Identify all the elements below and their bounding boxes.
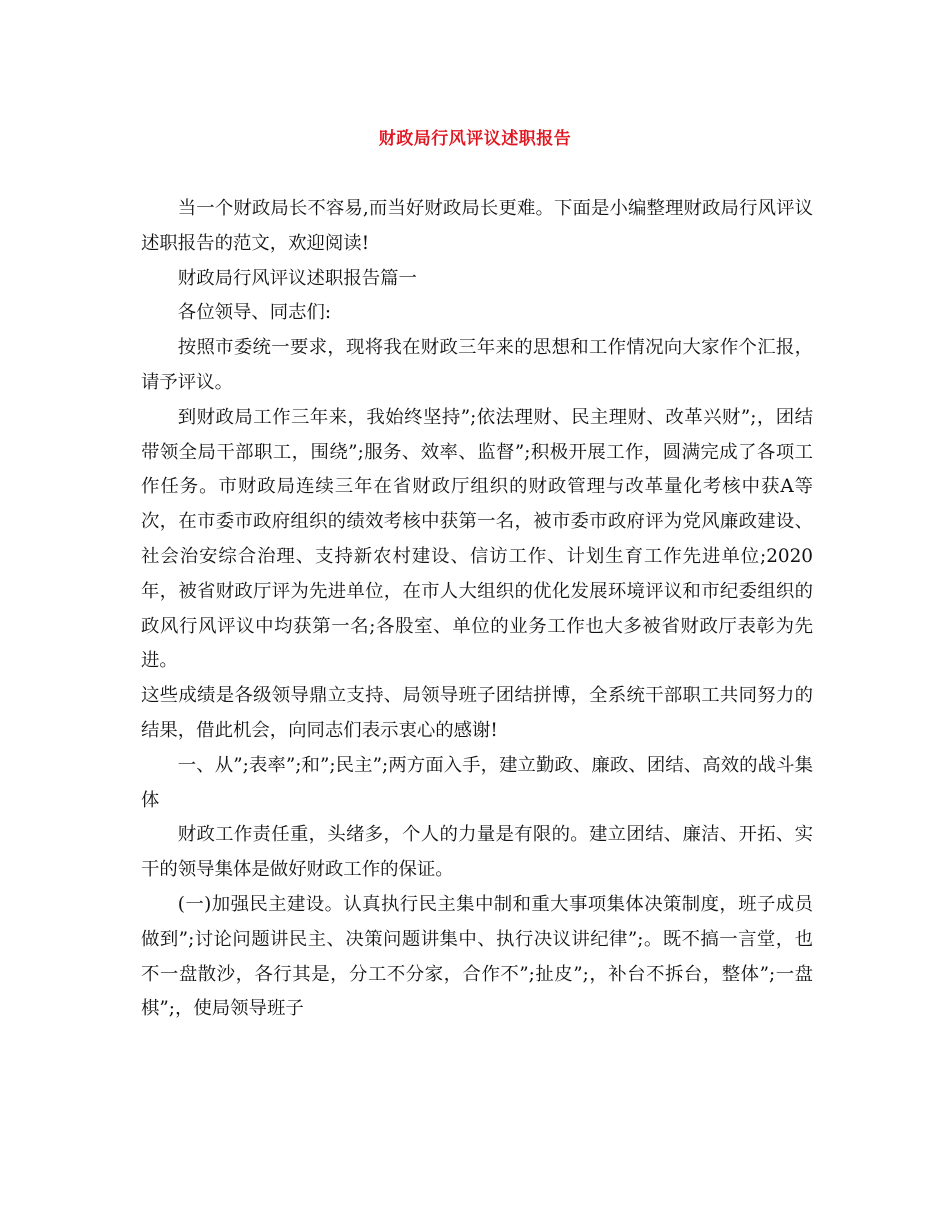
intro-paragraph: 当一个财政局长不容易,而当好财政局长更难。下面是小编整理财政局行风评议述职报告的范文，欢迎阅读!: [141, 198, 813, 254]
body-paragraph: 财政工作责任重，头绪多，个人的力量是有限的。建立团结、廉洁、开拓、实干的领导集体是做好财政工作的保证。: [141, 824, 813, 881]
subsection-heading: 一、从”;表率”;和”;民主”;两方面入手，建立勤政、廉政、团结、高效的战斗集体: [141, 754, 813, 811]
body-paragraph: 到财政局工作三年来，我始终坚持”;依法理财、民主理财、改革兴财”;，团结带领全局干部职工，围绕”;服务、效率、监督”;积极开展工作，圆满完成了各项工作任务。市财政局连续三年在省财政厅组织的财政管理与改革量化考核中获A等次，在市委市政府组织的绩效考核中获第一名，被市委市政府评为党风廉政建设、社会治安综合治理、支持新农村建设、信访工作、计划生育工作先进单位;2020年，被省财政厅评为先进单位，在市人大组织的优化发展环境评议和市纪委组织的政风行风评议中均获第一名;各股室、单位的业务工作也大多被省财政厅表彰为先进。: [141, 406, 813, 672]
body-paragraph: (一)加强民主建设。认真执行民主集中制和重大事项集体决策制度，班子成员做到”;讨论问题讲民主、决策问题讲集中、执行决议讲纪律”;。既不搞一言堂，也不一盘散沙，各行其是，分工不分家，合作不”;扯皮”;，补台不拆台，整体”;一盘棋”;，使局领导班子: [141, 893, 813, 1020]
body-paragraph: 按照市委统一要求，现将我在财政三年来的思想和工作情况向大家作个汇报，请予评议。: [141, 337, 813, 393]
document-title: 财政局行风评议述职报告: [378, 129, 572, 149]
section-heading: 财政局行风评议述职报告篇一: [177, 267, 417, 289]
salutation: 各位领导、同志们:: [177, 302, 332, 324]
document-body: [141, 192, 813, 1027]
body-paragraph: 这些成绩是各级领导鼎立支持、局领导班子团结拼博，全系统干部职工共同努力的结果，借此机会，向同志们表示衷心的感谢!: [141, 685, 813, 741]
